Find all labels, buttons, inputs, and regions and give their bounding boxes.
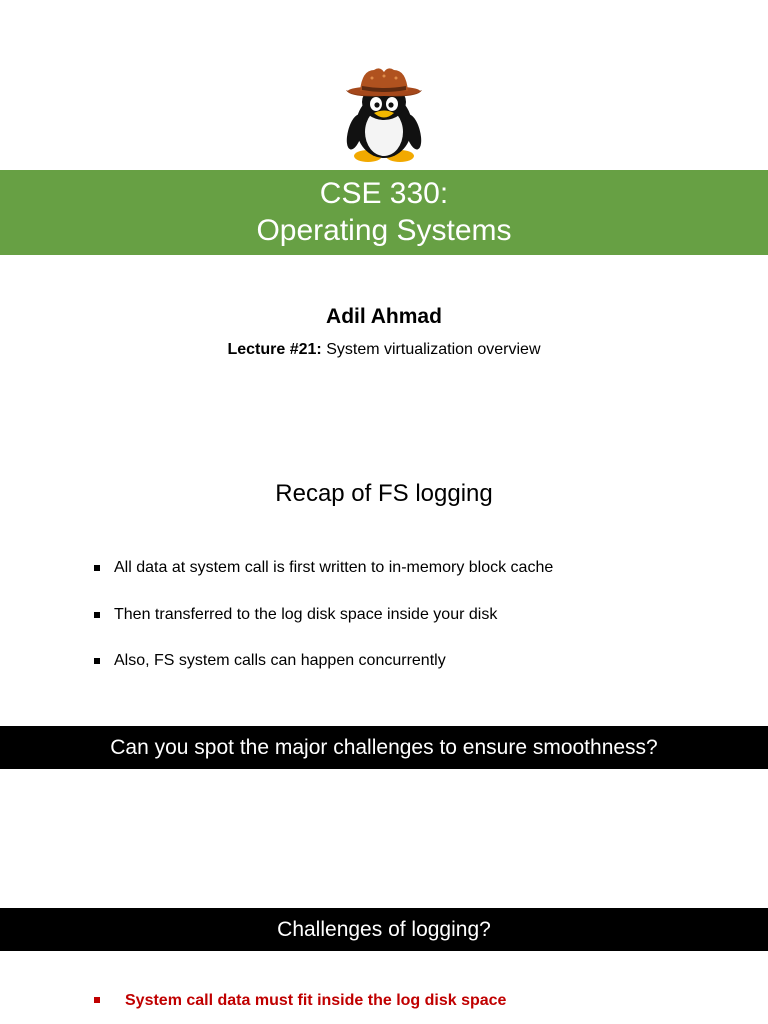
square-bullet-icon: [94, 997, 100, 1003]
list-item: [92, 558, 553, 578]
challenge-bullet-text: System call data must fit inside the log disk space: [125, 992, 507, 1009]
course-banner: [0, 170, 768, 255]
bullet-text: Then transferred to the log disk space inside your disk: [114, 605, 498, 623]
list-item: [92, 605, 553, 625]
lecture-label: Lecture #21:: [227, 341, 322, 358]
bullet-text: Also, FS system calls can happen concurrently: [114, 652, 446, 669]
square-bullet-icon: [94, 565, 100, 571]
author-name: Adil Ahmad: [326, 305, 442, 328]
course-name: Operating Systems: [256, 214, 512, 247]
lecture-line: [0, 341, 768, 359]
challenges-title-band: Challenges of logging?: [0, 908, 768, 951]
lecture-topic: System virtualization overview: [321, 341, 541, 358]
square-bullet-icon: [94, 612, 100, 618]
recap-slide-title: Recap of FS logging: [275, 480, 493, 507]
square-bullet-icon: [94, 658, 100, 664]
penguin-cowboy-hat-icon: [340, 64, 428, 164]
bullet-text: All data at system call is first written to in-memory block cache: [114, 559, 554, 576]
course-code: CSE 330:: [319, 177, 449, 210]
question-band: Can you spot the major challenges to ensure smoothness?: [0, 726, 768, 769]
list-item: [92, 651, 553, 671]
recap-bullet-list: [92, 558, 553, 698]
challenge-bullet: [92, 991, 506, 1011]
